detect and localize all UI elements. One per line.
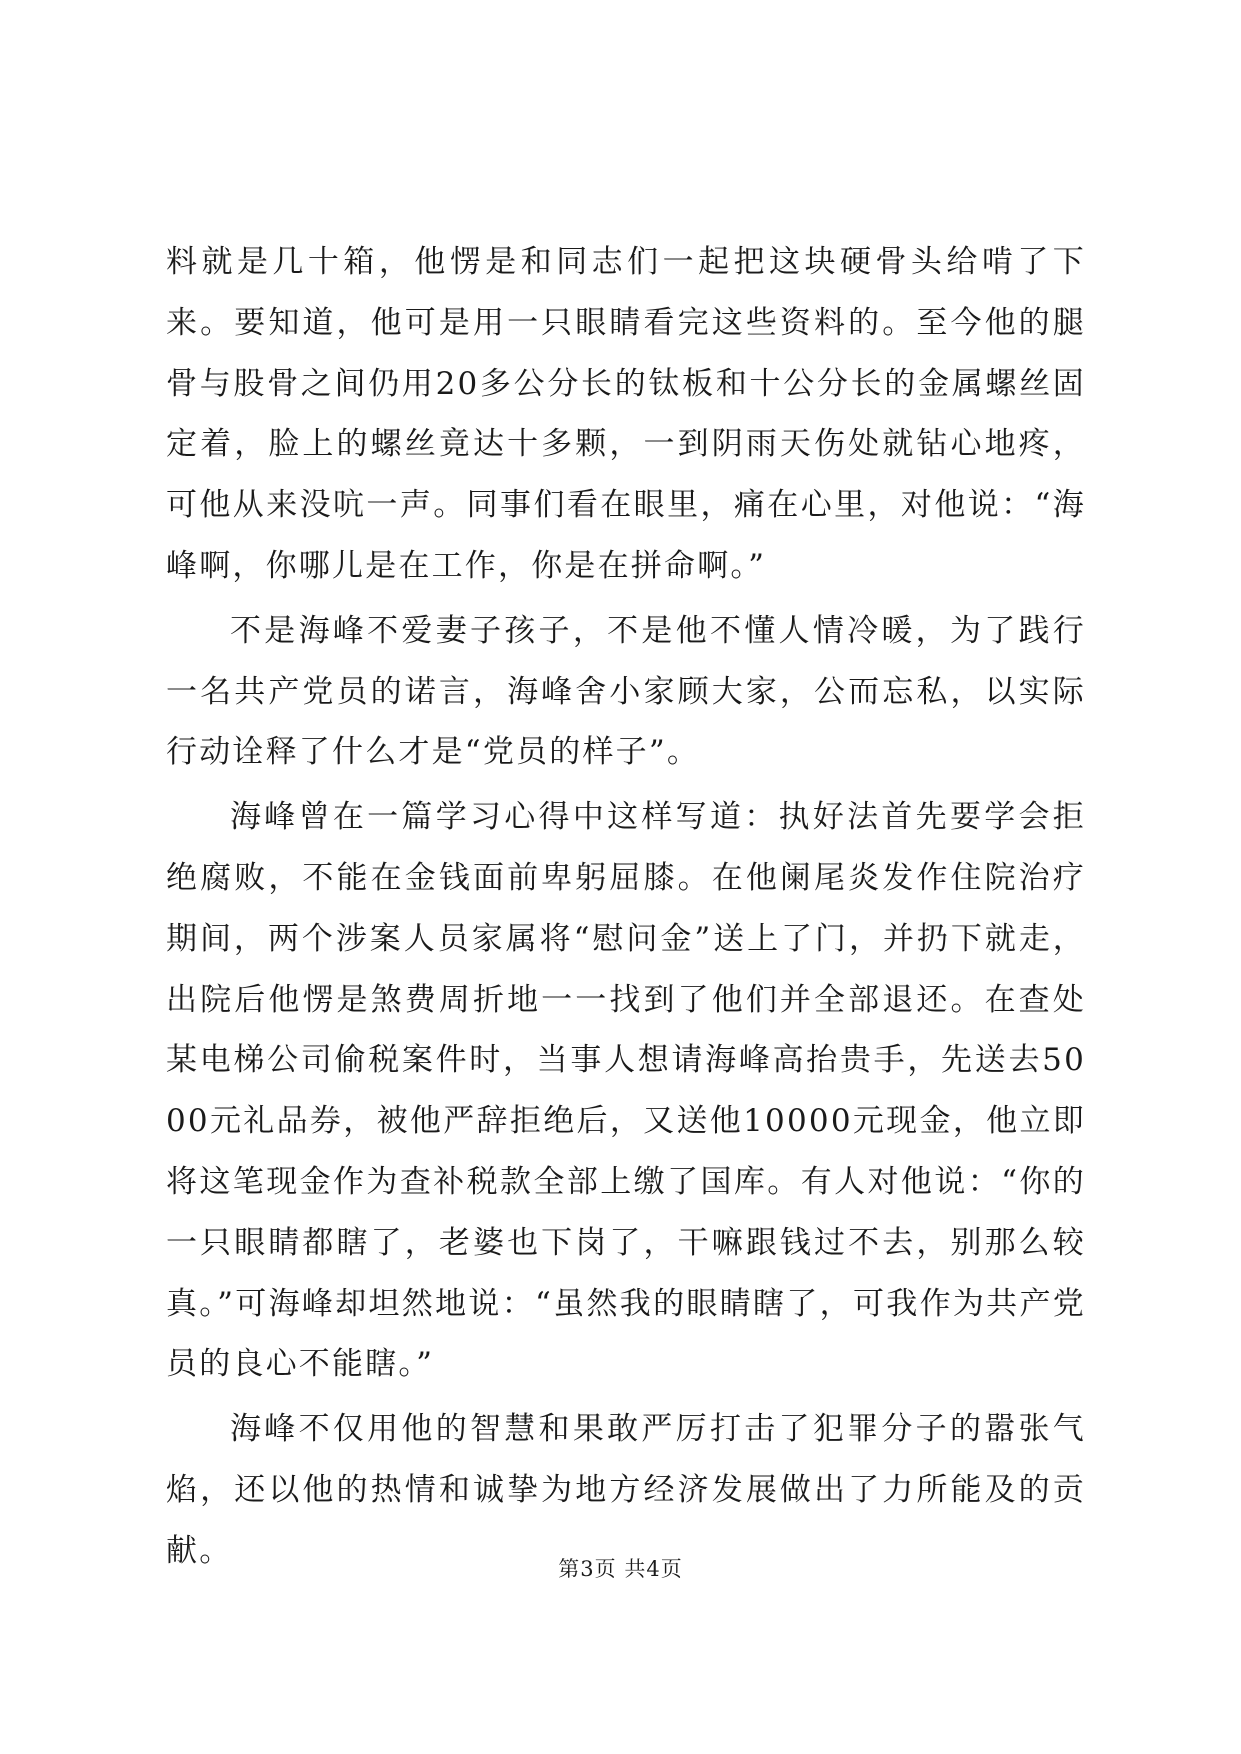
page-number-footer: 第3页 共4页: [558, 1557, 683, 1581]
paragraph: 不是海峰不爱妻子孩子，不是他不懂人情冷暖，为了践行一名共产党员的诺言，海峰舍小家顾大家，公而忘私，以实际行动诠释了什么才是“党员的样子”。: [166, 612, 1086, 771]
paragraph: 海峰曾在一篇学习心得中这样写道：执好法首先要学会拒绝腐败，不能在金钱面前卑躬屈膝。在他阑尾炎发作住院治疗期间，两个涉案人员家属将“慰问金”送上了门，并扔下就走，出院后他愣是煞费周折地一一找到了他们并全部退还。在查处某电梯公司偷税案件时，当事人想请海峰高抬贵手，先送去5000元礼品券，被他严辞拒绝后，又送他10000元现金，他立即将这笔现金作为查补税款全部上缴了国库。有人对他说：“你的一只眼睛都瞎了，老婆也下岗了，干嘛跟钱过不去，别那么较真。”可海峰却坦然地说：“虽然我的眼睛瞎了，可我作为共产党员的良心不能瞎。”: [166, 799, 1086, 1383]
paragraph-continuation: 料就是几十箱，他愣是和同志们一起把这块硬骨头给啃了下来。要知道，他可是用一只眼睛看完这些资料的。至今他的腿骨与股骨之间仍用20多公分长的钛板和十公分长的金属螺丝固定着，脸上的螺丝竟达十多颗，一到阴雨天伤处就钻心地疼，可他从来没吭一声。同事们看在眼里，痛在心里，对他说：“海峰啊，你哪儿是在工作，你是在拼命啊。”: [166, 244, 1086, 584]
document-body: [166, 232, 1086, 1582]
paragraph: 海峰不仅用他的智慧和果敢严厉打击了犯罪分子的嚣张气焰，还以他的热情和诚挚为地方经济发展做出了力所能及的贡献。: [166, 1411, 1086, 1569]
